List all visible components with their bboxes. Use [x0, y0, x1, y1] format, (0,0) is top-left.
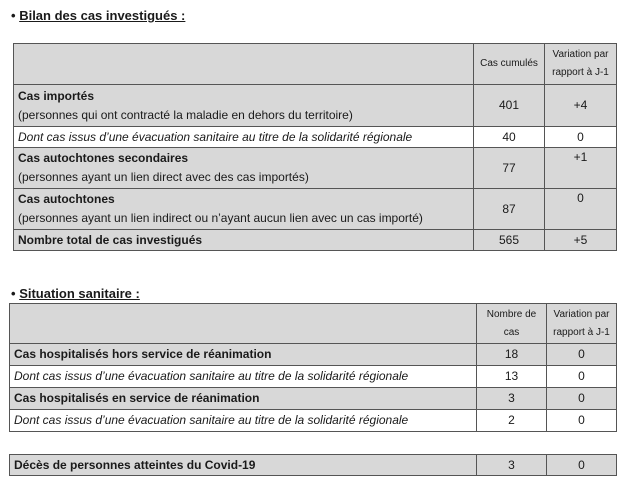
- row-value: 18: [477, 344, 547, 366]
- deces-label: Décès de personnes atteintes du Covid-19: [10, 455, 477, 476]
- table-row: [10, 410, 617, 432]
- row-label: Cas hospitalisés en service de réanimation: [10, 388, 477, 410]
- table-row: [14, 230, 617, 251]
- row-label: Nombre total de cas investigués: [14, 230, 474, 251]
- row-variation: +4: [545, 85, 617, 127]
- table-row: [10, 366, 617, 388]
- header-variation: Variation par rapport à J-1: [547, 304, 617, 344]
- header-variation: Variation par rapport à J-1: [545, 44, 617, 85]
- table-row: [10, 388, 617, 410]
- row-variation: 0: [545, 127, 617, 148]
- row-label: Cas importés (personnes qui ont contracté la maladie en dehors du territoire): [14, 85, 474, 127]
- row-label: Dont cas issus d’une évacuation sanitaire au titre de la solidarité régionale: [10, 410, 477, 432]
- situation-header-row: [10, 304, 617, 344]
- situation-title-text: Situation sanitaire :: [19, 286, 140, 301]
- bilan-table: [13, 43, 617, 251]
- row-value: 40: [474, 127, 545, 148]
- table-row: [10, 344, 617, 366]
- deces-value: 3: [477, 455, 547, 476]
- header-cumul: Cas cumulés: [474, 44, 545, 85]
- row-label: Cas hospitalisés hors service de réanimation: [10, 344, 477, 366]
- row-value: 3: [477, 388, 547, 410]
- bilan-header-row: [14, 44, 617, 85]
- table-row: [14, 127, 617, 148]
- row-variation: 0: [547, 388, 617, 410]
- row-variation: 0: [547, 344, 617, 366]
- bullet: •: [11, 8, 16, 23]
- table-row: [14, 148, 617, 189]
- row-value: 565: [474, 230, 545, 251]
- situation-section-title: [11, 286, 140, 301]
- row-value: 13: [477, 366, 547, 388]
- row-variation: +5: [545, 230, 617, 251]
- row-value: 401: [474, 85, 545, 127]
- row-value: 2: [477, 410, 547, 432]
- row-variation: 0: [547, 366, 617, 388]
- table-row: [14, 85, 617, 127]
- table-row: [14, 189, 617, 230]
- header-empty-cell: [14, 44, 474, 85]
- situation-table: [9, 303, 617, 432]
- row-value: 77: [474, 148, 545, 189]
- row-label: Dont cas issus d’une évacuation sanitaire au titre de la solidarité régionale: [14, 127, 474, 148]
- bilan-section-title: [11, 8, 185, 23]
- row-variation: +1: [545, 148, 617, 189]
- bullet: •: [11, 286, 16, 301]
- row-value: 87: [474, 189, 545, 230]
- deces-table: [9, 454, 617, 476]
- row-label: Cas autochtones secondaires (personnes ayant un lien direct avec des cas importés): [14, 148, 474, 189]
- deces-variation: 0: [547, 455, 617, 476]
- header-nombre: Nombre de cas: [477, 304, 547, 344]
- row-variation: 0: [547, 410, 617, 432]
- deces-row: [10, 455, 617, 476]
- header-empty-cell: [10, 304, 477, 344]
- row-label: Cas autochtones (personnes ayant un lien indirect ou n’ayant aucun lien avec un cas importé): [14, 189, 474, 230]
- row-variation: 0: [545, 189, 617, 230]
- row-label: Dont cas issus d’une évacuation sanitaire au titre de la solidarité régionale: [10, 366, 477, 388]
- bilan-title-text: Bilan des cas investigués :: [19, 8, 186, 23]
